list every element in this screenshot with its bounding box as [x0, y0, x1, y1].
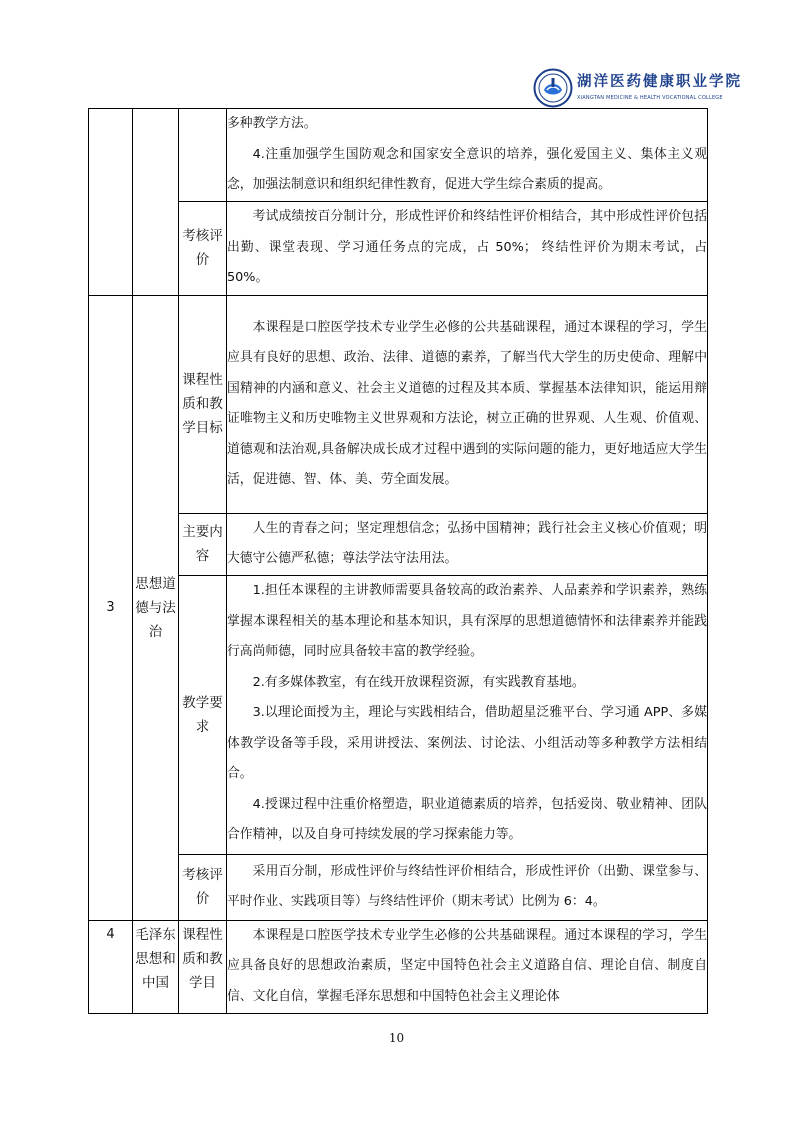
requirement-text: 2.有多媒体教室，有在线开放课程资源，有实践教育基地。 — [252, 674, 585, 690]
table-row — [89, 854, 708, 920]
table-row — [89, 513, 708, 575]
course-nature-text: 本课程是口腔医学技术专业学生必修的公共基础课程。通过本课程的学习，学生应具备良好的思想政治素质，坚定中国特色社会主义道路自信、理论自信、制度自信、文化自信，掌握毛泽东思想和中国特色社会主义理论体 — [227, 927, 707, 1004]
requirement-text: 4.授课过程中注重价格塑造，职业道德素质的培养，包括爱岗、敬业精神、团队合作精神，以及自身可持续发展的学习探索能力等。 — [227, 796, 707, 843]
assessment-cell — [227, 854, 708, 920]
course-table — [88, 108, 708, 1014]
table-row — [89, 109, 708, 202]
row-label: 考核评价 — [179, 201, 227, 295]
table-row — [89, 920, 708, 1013]
row-label: 主要内容 — [179, 513, 227, 575]
main-content-cell — [227, 513, 708, 575]
row-label-cell — [179, 109, 227, 202]
teaching-requirements-cell — [227, 575, 708, 854]
table-row — [89, 575, 708, 854]
course-number: 4 — [89, 920, 133, 1013]
course-number-cell — [89, 109, 133, 296]
school-logo — [533, 68, 743, 112]
main-content-text: 人生的青春之问；坚定理想信念；弘扬中国精神；践行社会主义核心价值观；明大德守公德严私德；尊法学法守法用法。 — [227, 520, 707, 566]
table-row — [89, 201, 708, 295]
row-label: 教学要求 — [179, 575, 227, 854]
assessment-cell — [227, 201, 708, 295]
course-nature-cell — [227, 295, 708, 513]
course-name-cell — [133, 109, 179, 296]
table-row — [89, 295, 708, 513]
school-name-cn: 湖洋医药健康职业学院 — [577, 73, 742, 90]
requirement-text: 4.注重加强学生国防观念和国家安全意识的培养，强化爱国主义、集体主义观念，加强法制意识和组织纪律性教育，促进大学生综合素质的提高。 — [227, 146, 707, 192]
row-label: 考核评价 — [179, 854, 227, 920]
page-number: 10 — [388, 1031, 405, 1045]
course-nature-cell — [227, 920, 708, 1013]
row-label: 课程性质和教学目 — [179, 920, 227, 1013]
requirement-text: 多种教学方法。 — [227, 116, 317, 131]
assessment-text: 考试成绩按百分制计分，形成性评价和终结性评价相结合，其中形成性评价包括出勤、课堂表现、学习通任务点的完成，占 50%； 终结性评价为期末考试，占 50%。 — [227, 209, 707, 286]
requirement-text: 1.担任本课程的主讲教师需要具备较高的政治素养、人品素养和学识素养，熟练掌握本课程相关的基本理论和基本知识，具有深厚的思想道德情怀和法律素养并能践行高尚师德，同时应具备较丰富的教学经验。 — [227, 583, 707, 660]
teaching-requirements-cell — [227, 109, 708, 202]
school-emblem-icon — [533, 68, 573, 108]
course-nature-text: 本课程是口腔医学技术专业学生必修的公共基础课程，通过本课程的学习，学生应具有良好的思想、政治、法律、道德的素养，了解当代大学生的历史使命、理解中国精神的内涵和意义、社会主义道德的过程及其本质、掌握基本法律知识，能运用辩证唯物主义和历史唯物主义世界观和方法论，树立正确的世界观、人生观、价值观、道德观和法治观,具备解决成长成才过程中遇到的实际问题的能力，更好地适应大学生活，促进德、智、体、美、劳全面发展。 — [227, 319, 707, 487]
requirement-text: 3.以理论面授为主，理论与实践相结合，借助超星泛雅平台、学习通 APP、多媒体教学设备等手段，采用讲授法、案例法、讨论法、小组活动等多种教学方法相结合。 — [227, 705, 707, 782]
course-name: 思想道德与法治 — [133, 295, 179, 920]
school-name-en: XIANGTAN MEDICINE & HEALTH VOCATIONAL COLLEGE — [577, 95, 723, 101]
course-number: 3 — [89, 295, 133, 920]
row-label: 课程性质和教学目标 — [179, 295, 227, 513]
assessment-text: 采用百分制，形成性评价与终结性评价相结合，形成性评价（出勤、课堂参与、平时作业、实践项目等）与终结性评价（期末考试）比例为 6：4。 — [227, 863, 707, 909]
course-name: 毛泽东思想和中国 — [133, 920, 179, 1013]
